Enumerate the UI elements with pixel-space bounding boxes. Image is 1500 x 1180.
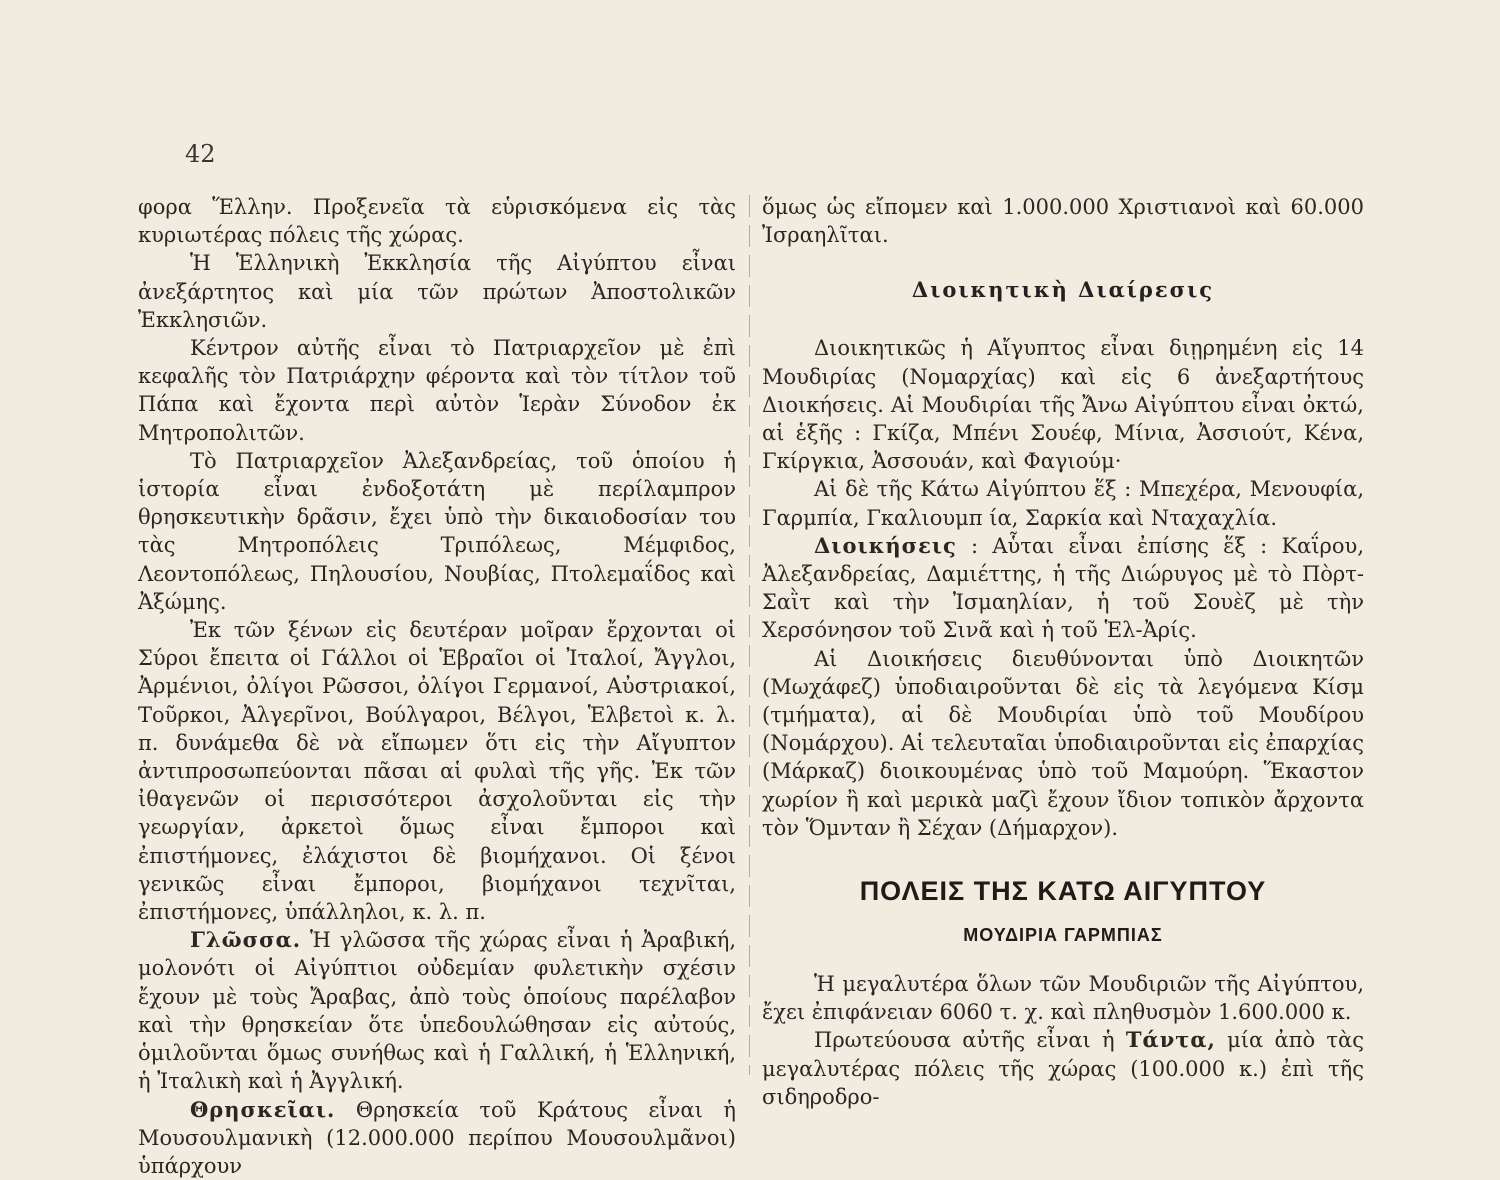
paragraph-language	[138, 926, 736, 1095]
section-heading-administrative-division: Διοικητικὴ Διαίρεσις	[762, 277, 1364, 302]
paragraph-mudirias: Διοικητικῶς ἡ Αἴγυπτος εἶναι διῃρημένη εἰς 14 Μουδιρίας (Νομαρχίας) καὶ εἰς 6 ἀνεξαρτήτους Διοικήσεις. Αἱ Μουδιρίαι τῆς Ἄνω Αἰγύπτου εἶναι ὀκτώ, αἱ ἑξῆς : Γκίζα, Μπένι Σουέφ, Μίνια, Ἀσσιούτ, Κένα, Γκίργκια, Ἀσσουάν, καὶ Φαγιούμ·	[762, 334, 1364, 475]
religions-heading: Θρησκεῖαι.	[190, 1097, 335, 1122]
paragraph-administration: Αἱ Διοικήσεις διευθύνονται ὑπὸ Διοικητῶν (Μωχάφεζ) ὑποδιαιροῦνται δὲ εἰς τὰ λεγόμενα Κίσμ (τμήματα), αἱ δὲ Μουδιρίαι ὑπὸ τοῦ Μουδίρου (Νομάρχου). Αἱ τελευταῖαι ὑποδιαιροῦνται εἰς ἐπαρχίας (Μάρκαζ) διοικουμένας ὑπὸ τοῦ Μαμούρη. Ἕκαστον χωρίον ἢ καὶ μερικὰ μαζὶ ἔχουν ἴδιον τοπικὸν ἄρχοντα τὸν Ὅμνταν ἢ Σέχαν (Δήμαρχον).	[762, 645, 1364, 842]
governorates-heading: Διοικήσεις	[814, 533, 957, 558]
page-number: 42	[185, 140, 216, 168]
tanta-name: Τάντα,	[1126, 1027, 1216, 1052]
paragraph-patriarchate-center: Κέντρον αὐτῆς εἶναι τὸ Πατριαρχεῖον μὲ ἐπὶ κεφαλῆς τὸν Πατριάρχην φέροντα καὶ τὸν τίτλον τοῦ Πάπα καὶ ἔχοντα περὶ αὐτὸν Ἱερὰν Σύνοδον ἐκ Μητροπολιτῶν.	[138, 334, 736, 447]
paragraph-religions	[138, 1096, 736, 1180]
governorates-text: : Αὗται εἶναι ἐπίσης ἕξ : Καΐρου, Ἀλεξανδρείας, Δαμιέττης, ἡ τῆς Διώρυγος μὲ τὸ Πὸρτ-Σαῒτ καὶ τὴν Ἰσμαηλίαν, ἡ τοῦ Σουὲζ μὲ τὴν Χερσόνησον τοῦ Σινᾶ καὶ ἡ τοῦ Ἑλ-Ἀρίς.	[762, 534, 1364, 643]
mudiria-heading: ΜΟΥΔΙΡΙΑ ΓΑΡΜΠΙΑΣ	[762, 925, 1364, 946]
religions-text: Θρησκεία τοῦ Κράτους εἶναι ἡ Μουσουλμανικὴ (12.000.000 περίπου Μουσουλμᾶνοι) ὑπάρχουν	[138, 1098, 736, 1178]
paragraph-consulates: φορα Ἕλλην. Προξενεῖα τὰ εὑρισκόμενα εἰς τὰς κυριωτέρας πόλεις τῆς χώρας.	[138, 193, 736, 249]
language-text: Ἡ γλῶσσα τῆς χώρας εἶναι ἡ Ἀραβική, μολονότι οἱ Αἰγύπτιοι οὐδεμίαν φυλετικὴν σχέσιν ἔχουν μὲ τοὺς Ἄραβας, ἀπὸ τοὺς ὁποίους παρέλαβον καὶ τὴν θρησκείαν ὅτε ὑπεδουλώθησαν εἰς αὐτούς, ὁμιλοῦνται ὅμως συνήθως καὶ ἡ Γαλλική, ἡ Ἑλληνική, ἡ Ἰταλικὴ καὶ ἡ Ἀγγλική.	[138, 928, 736, 1093]
capital-text-start: Πρωτεύουσα αὐτῆς εἶναι ἡ	[814, 1028, 1126, 1052]
language-heading: Γλῶσσα.	[190, 927, 301, 952]
paragraph-foreigners: Ἐκ τῶν ξένων εἰς δευτέραν μοῖραν ἔρχονται οἱ Σύροι ἔπειτα οἱ Γάλλοι οἱ Ἑβραῖοι οἱ Ἰταλοί, Ἄγγλοι, Ἀρμένιοι, ὀλίγοι Ρῶσσοι, ὀλίγοι Γερμανοί, Αὐστριακοί, Τοῦρκοι, Ἀλγερῖνοι, Βούλγαροι, Βέλγοι, Ἑλβετοὶ κ. λ. π. δυνάμεθα δὲ νὰ εἴπωμεν ὅτι εἰς τὴν Αἴγυπτον ἀντιπροσωπεύονται πᾶσαι αἱ φυλαὶ τῆς γῆς. Ἐκ τῶν ἰθαγενῶν οἱ περισσότεροι ἀσχολοῦνται εἰς τὴν γεωργίαν, ἀρκετοὶ ὅμως εἶναι ἔμποροι καὶ ἐπιστήμονες, ἐλάχιστοι δὲ βιομήχανοι. Οἱ ξένοι γενικῶς εἶναι ἔμποροι, βιομήχανοι τεχνῖται, ἐπιστήμονες, ὑπάλληλοι, κ. λ. π.	[138, 616, 736, 926]
paragraph-garbia-capital	[762, 1026, 1364, 1111]
capital-text-end: μία ἀπὸ τὰς μεγαλυτέρας πόλεις τῆς χώρας (100.000 κ.) ἐπὶ τῆς σιδηροδρο-	[762, 1028, 1364, 1108]
paragraph-governorates	[762, 532, 1364, 645]
paragraph-christians: ὅμως ὡς εἴπομεν καὶ 1.000.000 Χριστιανοὶ καὶ 60.000 Ἰσραηλῖται.	[762, 193, 1364, 249]
right-column	[762, 193, 1364, 1111]
paragraph-lower-egypt: Αἱ δὲ τῆς Κάτω Αἰγύπτου ἕξ : Μπεχέρα, Μενουφία, Γαρμπία, Γκαλιουμπ ία, Σαρκία καὶ Νταχαχλία.	[762, 475, 1364, 531]
paragraph-greek-church: Ἡ Ἑλληνικὴ Ἐκκλησία τῆς Αἰγύπτου εἶναι ἀνεξάρτητος καὶ μία τῶν πρώτων Ἀποστολικῶν Ἐκκλησιῶν.	[138, 249, 736, 334]
left-column	[138, 193, 736, 1180]
cities-heading: ΠΟΛΕΙΣ ΤΗΣ ΚΑΤΩ ΑΙΓΥΠΤΟΥ	[762, 876, 1364, 907]
column-divider	[749, 195, 750, 1075]
paragraph-patriarchate-alexandria: Τὸ Πατριαρχεῖον Ἀλεξανδρείας, τοῦ ὁποίου ἡ ἱστορία εἶναι ἐνδοξοτάτη μὲ περίλαμπρον θρησκευτικὴν δρᾶσιν, ἔχει ὑπὸ τὴν δικαιοδοσίαν του τὰς Μητροπόλεις Τριπόλεως, Μέμφιδος, Λεοντοπόλεως, Πηλουσίου, Νουβίας, Πτολεμαΐδος καὶ Ἀξώμης.	[138, 447, 736, 616]
paragraph-garbia-area: Ἡ μεγαλυτέρα ὅλων τῶν Μουδιριῶν τῆς Αἰγύπτου, ἔχει ἐπιφάνειαν 6060 τ. χ. καὶ πληθυσμὸν 1.600.000 κ.	[762, 970, 1364, 1026]
